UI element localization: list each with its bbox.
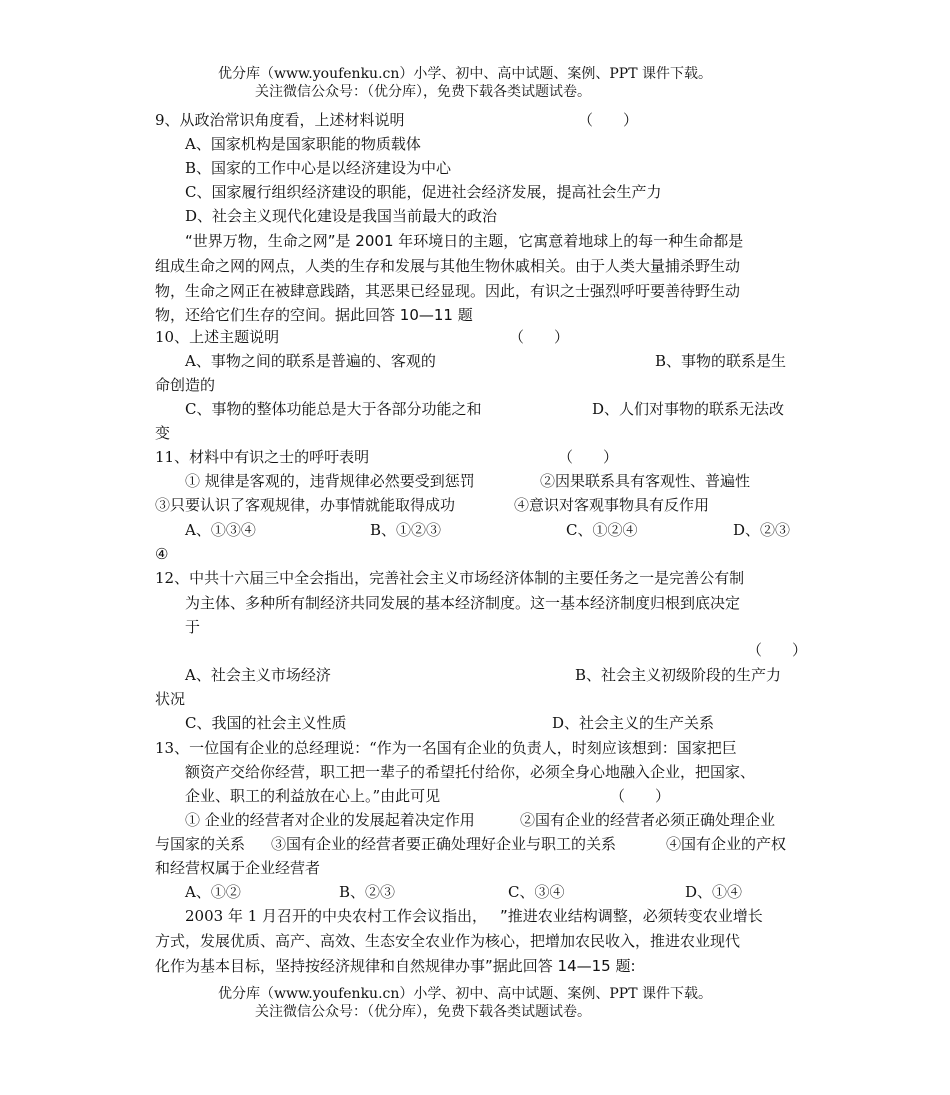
q13-stem-line-3: 企业、职工的利益放在心上。”由此可见 bbox=[185, 787, 441, 805]
q13-statement-4-cont: 和经营权属于企业经营者 bbox=[155, 859, 321, 877]
q11-statement-1: ① 规律是客观的，违背规律必然要受到惩罚 bbox=[185, 472, 475, 490]
q12-option-b-cont: 状况 bbox=[155, 690, 186, 708]
q12-option-a: A、社会主义市场经济 bbox=[185, 666, 331, 684]
q10-answer-paren: （ ） bbox=[509, 328, 570, 346]
passage2-line-1: 2003 年 1 月召开的中央农村工作会议指出， bbox=[185, 907, 488, 925]
q10-option-b-cont: 命创造的 bbox=[155, 376, 216, 394]
q9-stem: 9、从政治常识角度看，上述材料说明 bbox=[155, 111, 405, 129]
q13-statement-4: ④国有企业的产权 bbox=[666, 835, 787, 853]
header-line-2: 关注微信公众号：（优分库），免费下载各类试题试卷。 bbox=[255, 84, 591, 100]
header-line-1: 优分库（www.youfenku.cn）小学、初中、高中试题、案例、PPT 课件下载。 bbox=[218, 66, 713, 82]
q12-stem-line-2: 为主体、多种所有制经济共同发展的基本经济制度。这一基本经济制度归根到底决定 bbox=[185, 594, 741, 612]
q9-option-d: D、社会主义现代化建设是我国当前最大的政治 bbox=[185, 207, 498, 225]
q12-stem-line-1: 12、中共十六届三中全会指出，完善社会主义市场经济体制的主要任务之一是完善公有制 bbox=[155, 569, 745, 587]
q10-option-d-cont: 变 bbox=[155, 424, 171, 442]
passage1-line-4: 物，还给它们生存的空间。据此回答 10—11 题 bbox=[155, 306, 473, 324]
q12-stem-line-3: 于 bbox=[185, 618, 201, 636]
q10-option-b: B、事物的联系是生 bbox=[655, 352, 787, 370]
q11-statement-2: ②因果联系具有客观性、普遍性 bbox=[540, 472, 751, 490]
q10-option-a: A、事物之间的联系是普遍的、客观的 bbox=[185, 352, 436, 370]
q13-option-c: C、③④ bbox=[508, 883, 565, 901]
q9-answer-paren: （ ） bbox=[578, 111, 639, 129]
q11-option-a: A、①③④ bbox=[185, 521, 256, 539]
q13-stem-line-1: 13、一位国有企业的总经理说：“作为一名国有企业的负责人，时刻应该想到：国家把巨 bbox=[155, 739, 737, 757]
passage2-line-1-quote: ”推进农业结构调整，必须转变农业增长 bbox=[500, 907, 763, 925]
q9-option-b: B、国家的工作中心是以经济建设为中心 bbox=[185, 159, 452, 177]
q11-answer-paren: （ ） bbox=[558, 448, 619, 466]
footer-line-2: 关注微信公众号：（优分库），免费下载各类试题试卷。 bbox=[255, 1004, 591, 1020]
q11-option-b: B、①②③ bbox=[370, 521, 442, 539]
q10-stem: 10、上述主题说明 bbox=[155, 328, 280, 346]
q12-answer-paren: （ ） bbox=[747, 641, 808, 659]
q11-option-c: C、①②④ bbox=[566, 521, 638, 539]
q12-option-d: D、社会主义的生产关系 bbox=[552, 714, 715, 732]
passage1-line-2: 组成生命之网的网点，人类的生存和发展与其他生物休戚相关。由于人类大量捕杀野生动 bbox=[155, 257, 741, 275]
q11-option-d-cont: ④ bbox=[155, 545, 169, 563]
q12-option-b: B、社会主义初级阶段的生产力 bbox=[575, 666, 782, 684]
q10-option-d: D、人们对事物的联系无法改 bbox=[592, 400, 785, 418]
q13-stem-line-2: 额资产交给你经营，职工把一辈子的希望托付给你，必须全身心地融入企业，把国家、 bbox=[185, 763, 756, 781]
q13-option-a: A、①② bbox=[185, 883, 241, 901]
passage2-line-3: 化作为基本目标，坚持按经济规律和自然规律办事”据此回答 14—15 题: bbox=[155, 957, 636, 975]
q13-statement-2-cont: 与国家的关系 bbox=[155, 835, 246, 853]
q11-option-d: D、②③ bbox=[733, 521, 791, 539]
q13-option-d: D、①④ bbox=[685, 883, 743, 901]
q13-option-b: B、②③ bbox=[339, 883, 396, 901]
q9-option-c: C、国家履行组织经济建设的职能，促进社会经济发展，提高社会生产力 bbox=[185, 183, 662, 201]
passage1-line-1: “世界万物，生命之网”是 2001 年环境日的主题，它寓意着地球上的每一种生命都是 bbox=[185, 232, 744, 250]
q13-answer-paren: （ ） bbox=[610, 787, 671, 805]
q10-option-c: C、事物的整体功能总是大于各部分功能之和 bbox=[185, 400, 482, 418]
q9-option-a: A、国家机构是国家职能的物质载体 bbox=[185, 135, 421, 153]
q13-statement-1: ① 企业的经营者对企业的发展起着决定作用 bbox=[185, 811, 475, 829]
q11-statement-3: ③只要认识了客观规律，办事情就能取得成功 bbox=[155, 496, 456, 514]
footer-line-1: 优分库（www.youfenku.cn）小学、初中、高中试题、案例、PPT 课件下载。 bbox=[218, 986, 713, 1002]
q13-statement-2: ②国有企业的经营者必须正确处理企业 bbox=[520, 811, 776, 829]
q12-option-c: C、我国的社会主义性质 bbox=[185, 714, 347, 732]
q13-statement-3: ③国有企业的经营者要正确处理好企业与职工的关系 bbox=[271, 835, 617, 853]
passage2-line-2: 方式，发展优质、高产、高效、生态安全农业作为核心，把增加农民收入，推进农业现代 bbox=[155, 932, 741, 950]
passage1-line-3: 物，生命之网正在被肆意践踏，其恶果已经显现。因此，有识之士强烈呼吁要善待野生动 bbox=[155, 282, 741, 300]
q11-statement-4: ④意识对客观事物具有反作用 bbox=[514, 496, 710, 514]
q11-stem: 11、材料中有识之士的呼吁表明 bbox=[155, 448, 370, 466]
